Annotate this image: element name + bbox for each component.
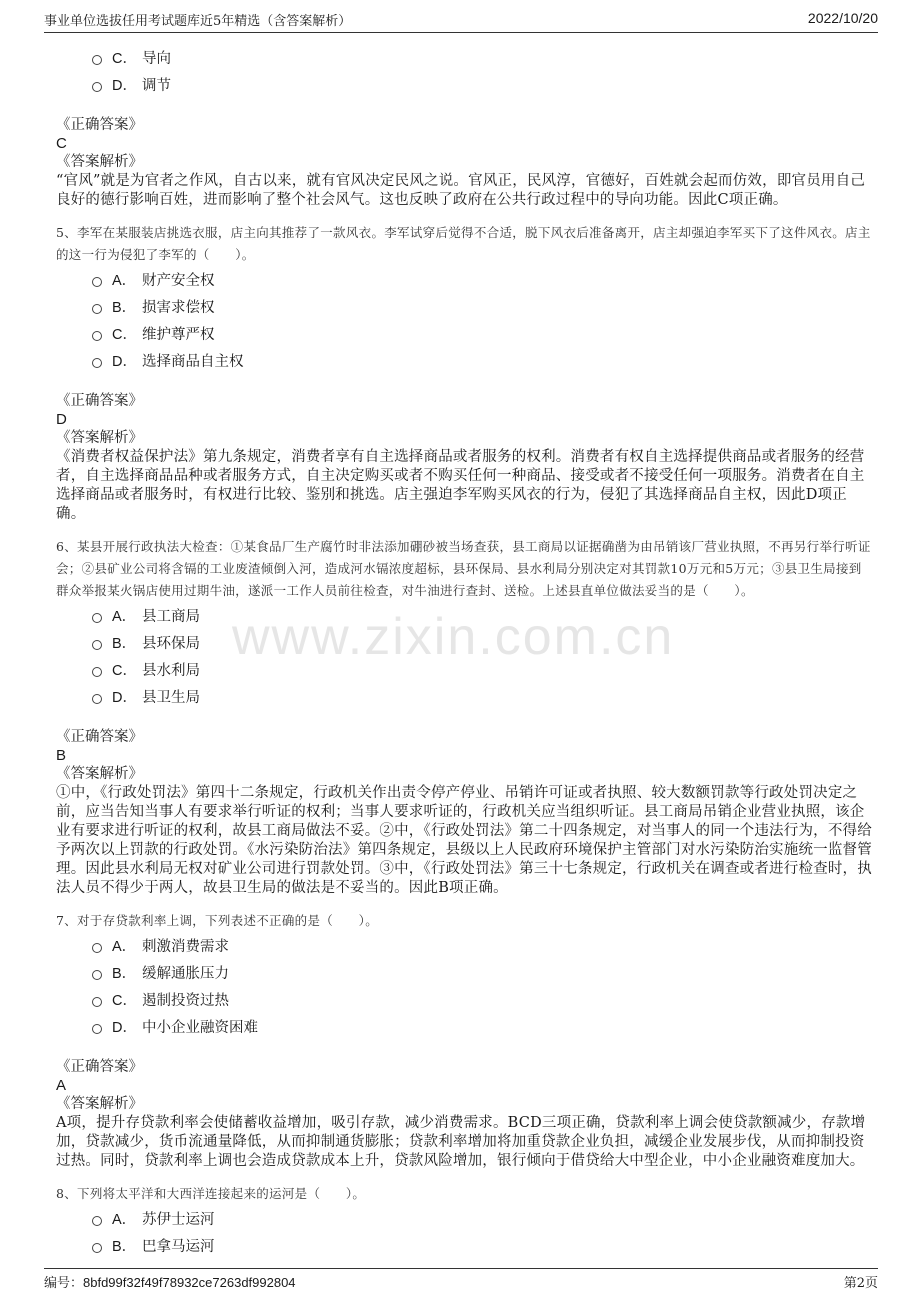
- radio-icon[interactable]: [92, 1216, 102, 1226]
- analysis-label: 《答案解析》: [56, 766, 143, 782]
- page-number: 第2页: [843, 1276, 878, 1291]
- question-7: [56, 910, 874, 1171]
- radio-icon[interactable]: [92, 304, 102, 314]
- option-b[interactable]: B． 巴拿马运河: [92, 1232, 874, 1259]
- option-a[interactable]: A． 县工商局: [92, 602, 874, 629]
- radio-icon[interactable]: [92, 694, 102, 704]
- radio-icon[interactable]: [92, 277, 102, 287]
- document-title: 事业单位选拔任用考试题库近5年精选（含答案解析）: [44, 14, 352, 29]
- question-text: 6、某县开展行政执法大检查：①某食品厂生产腐竹时非法添加硼砂被当场查获，县工商局以证据确凿为由吊销该厂营业执照，不再另行举行听证会；②县矿业公司将含镉的工业废渣倾倒入河，造成河水镉浓度超标，县环保局、县水利局分别决定对其罚款10万元和5万元；③县卫生局接到群众举报某火锅店使用过期牛油，遂派一工作人员前往检查，对牛油进行查封、送检。上述县直单位做法妥当的是（ ）。: [56, 539, 871, 598]
- radio-icon[interactable]: [92, 82, 102, 92]
- radio-icon[interactable]: [92, 970, 102, 980]
- radio-icon[interactable]: [92, 943, 102, 953]
- page-footer: [44, 1268, 878, 1291]
- question-8: [56, 1183, 874, 1259]
- option-c[interactable]: C． 县水利局: [92, 656, 874, 683]
- radio-icon[interactable]: [92, 667, 102, 677]
- page-header: [44, 10, 878, 33]
- radio-icon[interactable]: [92, 997, 102, 1007]
- option-c[interactable]: C． 维护尊严权: [92, 320, 874, 347]
- analysis-text: 《消费者权益保护法》第九条规定，消费者享有自主选择商品或者服务的权利。消费者有权自主选择提供商品或者服务的经营者，自主选择商品品种或者服务方式，自主决定购买或者不购买任何一种商品、接受或者不接受任何一项服务。消费者在自主选择商品或者服务时，有权进行比较、鉴别和挑选。店主强迫李军购买风衣的行为，侵犯了其选择商品自主权，因此D项正确。: [56, 449, 865, 522]
- radio-icon[interactable]: [92, 358, 102, 368]
- radio-icon[interactable]: [92, 640, 102, 650]
- analysis-text: ①中，《行政处罚法》第四十二条规定，行政机关作出责令停产停业、吊销许可证或者执照、较大数额罚款等行政处罚决定之前，应当告知当事人有要求举行听证的权利；当事人要求听证的，行政机关应当组织听证。县工商局吊销企业营业执照，该企业有要求进行听证的权利，故县工商局做法不妥。②中，《行政处罚法》第二十四条规定，对当事人的同一个违法行为，不得给予两次以上罚款的行政处罚。《水污染防治法》第四条规定，县级以上人民政府环境保护主管部门对水污染防治实施统一监督管理。因此县水利局无权对矿业公司进行罚款处罚。③中，《行政处罚法》第三十七条规定，行政机关在调查或者进行检查时，执法人员不得少于两人，故县卫生局的做法是不妥当的。因此B项正确。: [56, 785, 872, 896]
- answer-value: C: [56, 135, 67, 152]
- option-b[interactable]: B． 缓解通胀压力: [92, 959, 874, 986]
- question-text: 7、对于存贷款利率上调，下列表述不正确的是（ ）。: [56, 913, 379, 928]
- document-date: 2022/10/20: [807, 10, 878, 26]
- option-d[interactable]: D． 选择商品自主权: [92, 347, 874, 374]
- option-a[interactable]: A． 财产安全权: [92, 266, 874, 293]
- radio-icon[interactable]: [92, 1243, 102, 1253]
- radio-icon[interactable]: [92, 55, 102, 65]
- option-d[interactable]: D． 调节: [92, 71, 874, 98]
- option-c[interactable]: C． 导向: [92, 44, 874, 71]
- answer-value: D: [56, 411, 67, 428]
- option-b[interactable]: B． 损害求偿权: [92, 293, 874, 320]
- option-c[interactable]: C． 遏制投资过热: [92, 986, 874, 1013]
- question-6: [56, 536, 874, 898]
- option-d[interactable]: D． 中小企业融资困难: [92, 1013, 874, 1040]
- analysis-label: 《答案解析》: [56, 1096, 143, 1112]
- analysis-text: “官风”就是为官者之作风，自古以来，就有官风决定民风之说。官风正，民风淳，官德好，百姓就会起而仿效，即官员用自己良好的德行影响百姓，进而影响了整个社会风气。这也反映了政府在公共行政过程中的导向功能。因此C项正确。: [56, 173, 866, 208]
- radio-icon[interactable]: [92, 613, 102, 623]
- option-b[interactable]: B． 县环保局: [92, 629, 874, 656]
- watermark: www.zixin.com.cn: [232, 608, 675, 666]
- analysis-label: 《答案解析》: [56, 154, 143, 170]
- analysis-text: A项，提升存贷款利率会使储蓄收益增加，吸引存款，减少消费需求。BCD三项正确，贷款利率上调会使贷款额减少，存款增加，贷款减少，货币流通量降低，从而抑制通货膨胀；贷款利率增加将加重贷款企业负担，减缓企业发展步伐，从而抑制投资过热。同时，贷款利率上调也会造成贷款成本上升，贷款风险增加，银行倾向于借贷给大中型企业，中小企业融资难度加大。: [56, 1115, 866, 1169]
- option-a[interactable]: A． 刺激消费需求: [92, 932, 874, 959]
- option-a[interactable]: A． 苏伊士运河: [92, 1205, 874, 1232]
- correct-answer-label: 《正确答案》: [56, 393, 143, 409]
- correct-answer-label: 《正确答案》: [56, 729, 143, 745]
- radio-icon[interactable]: [92, 331, 102, 341]
- question-5: [56, 222, 874, 524]
- correct-answer-label: 《正确答案》: [56, 1059, 143, 1075]
- answer-value: A: [56, 1077, 67, 1094]
- radio-icon[interactable]: [92, 1024, 102, 1034]
- analysis-label: 《答案解析》: [56, 430, 143, 446]
- question-text: 5、李军在某服装店挑选衣服，店主向其推荐了一款风衣。李军试穿后觉得不合适，脱下风衣后准备离开，店主却强迫李军买下了这件风衣。店主的这一行为侵犯了李军的（ ）。: [56, 225, 871, 262]
- option-d[interactable]: D． 县卫生局: [92, 683, 874, 710]
- document-code: 编号：8bfd99f32f49f78932ce7263df992804: [44, 1275, 296, 1290]
- correct-answer-label: 《正确答案》: [56, 117, 143, 133]
- question-text: 8、下列将太平洋和大西洋连接起来的运河是（ ）。: [56, 1186, 366, 1201]
- page-content: [56, 44, 874, 1259]
- question-4: [56, 44, 874, 210]
- answer-value: B: [56, 747, 67, 764]
